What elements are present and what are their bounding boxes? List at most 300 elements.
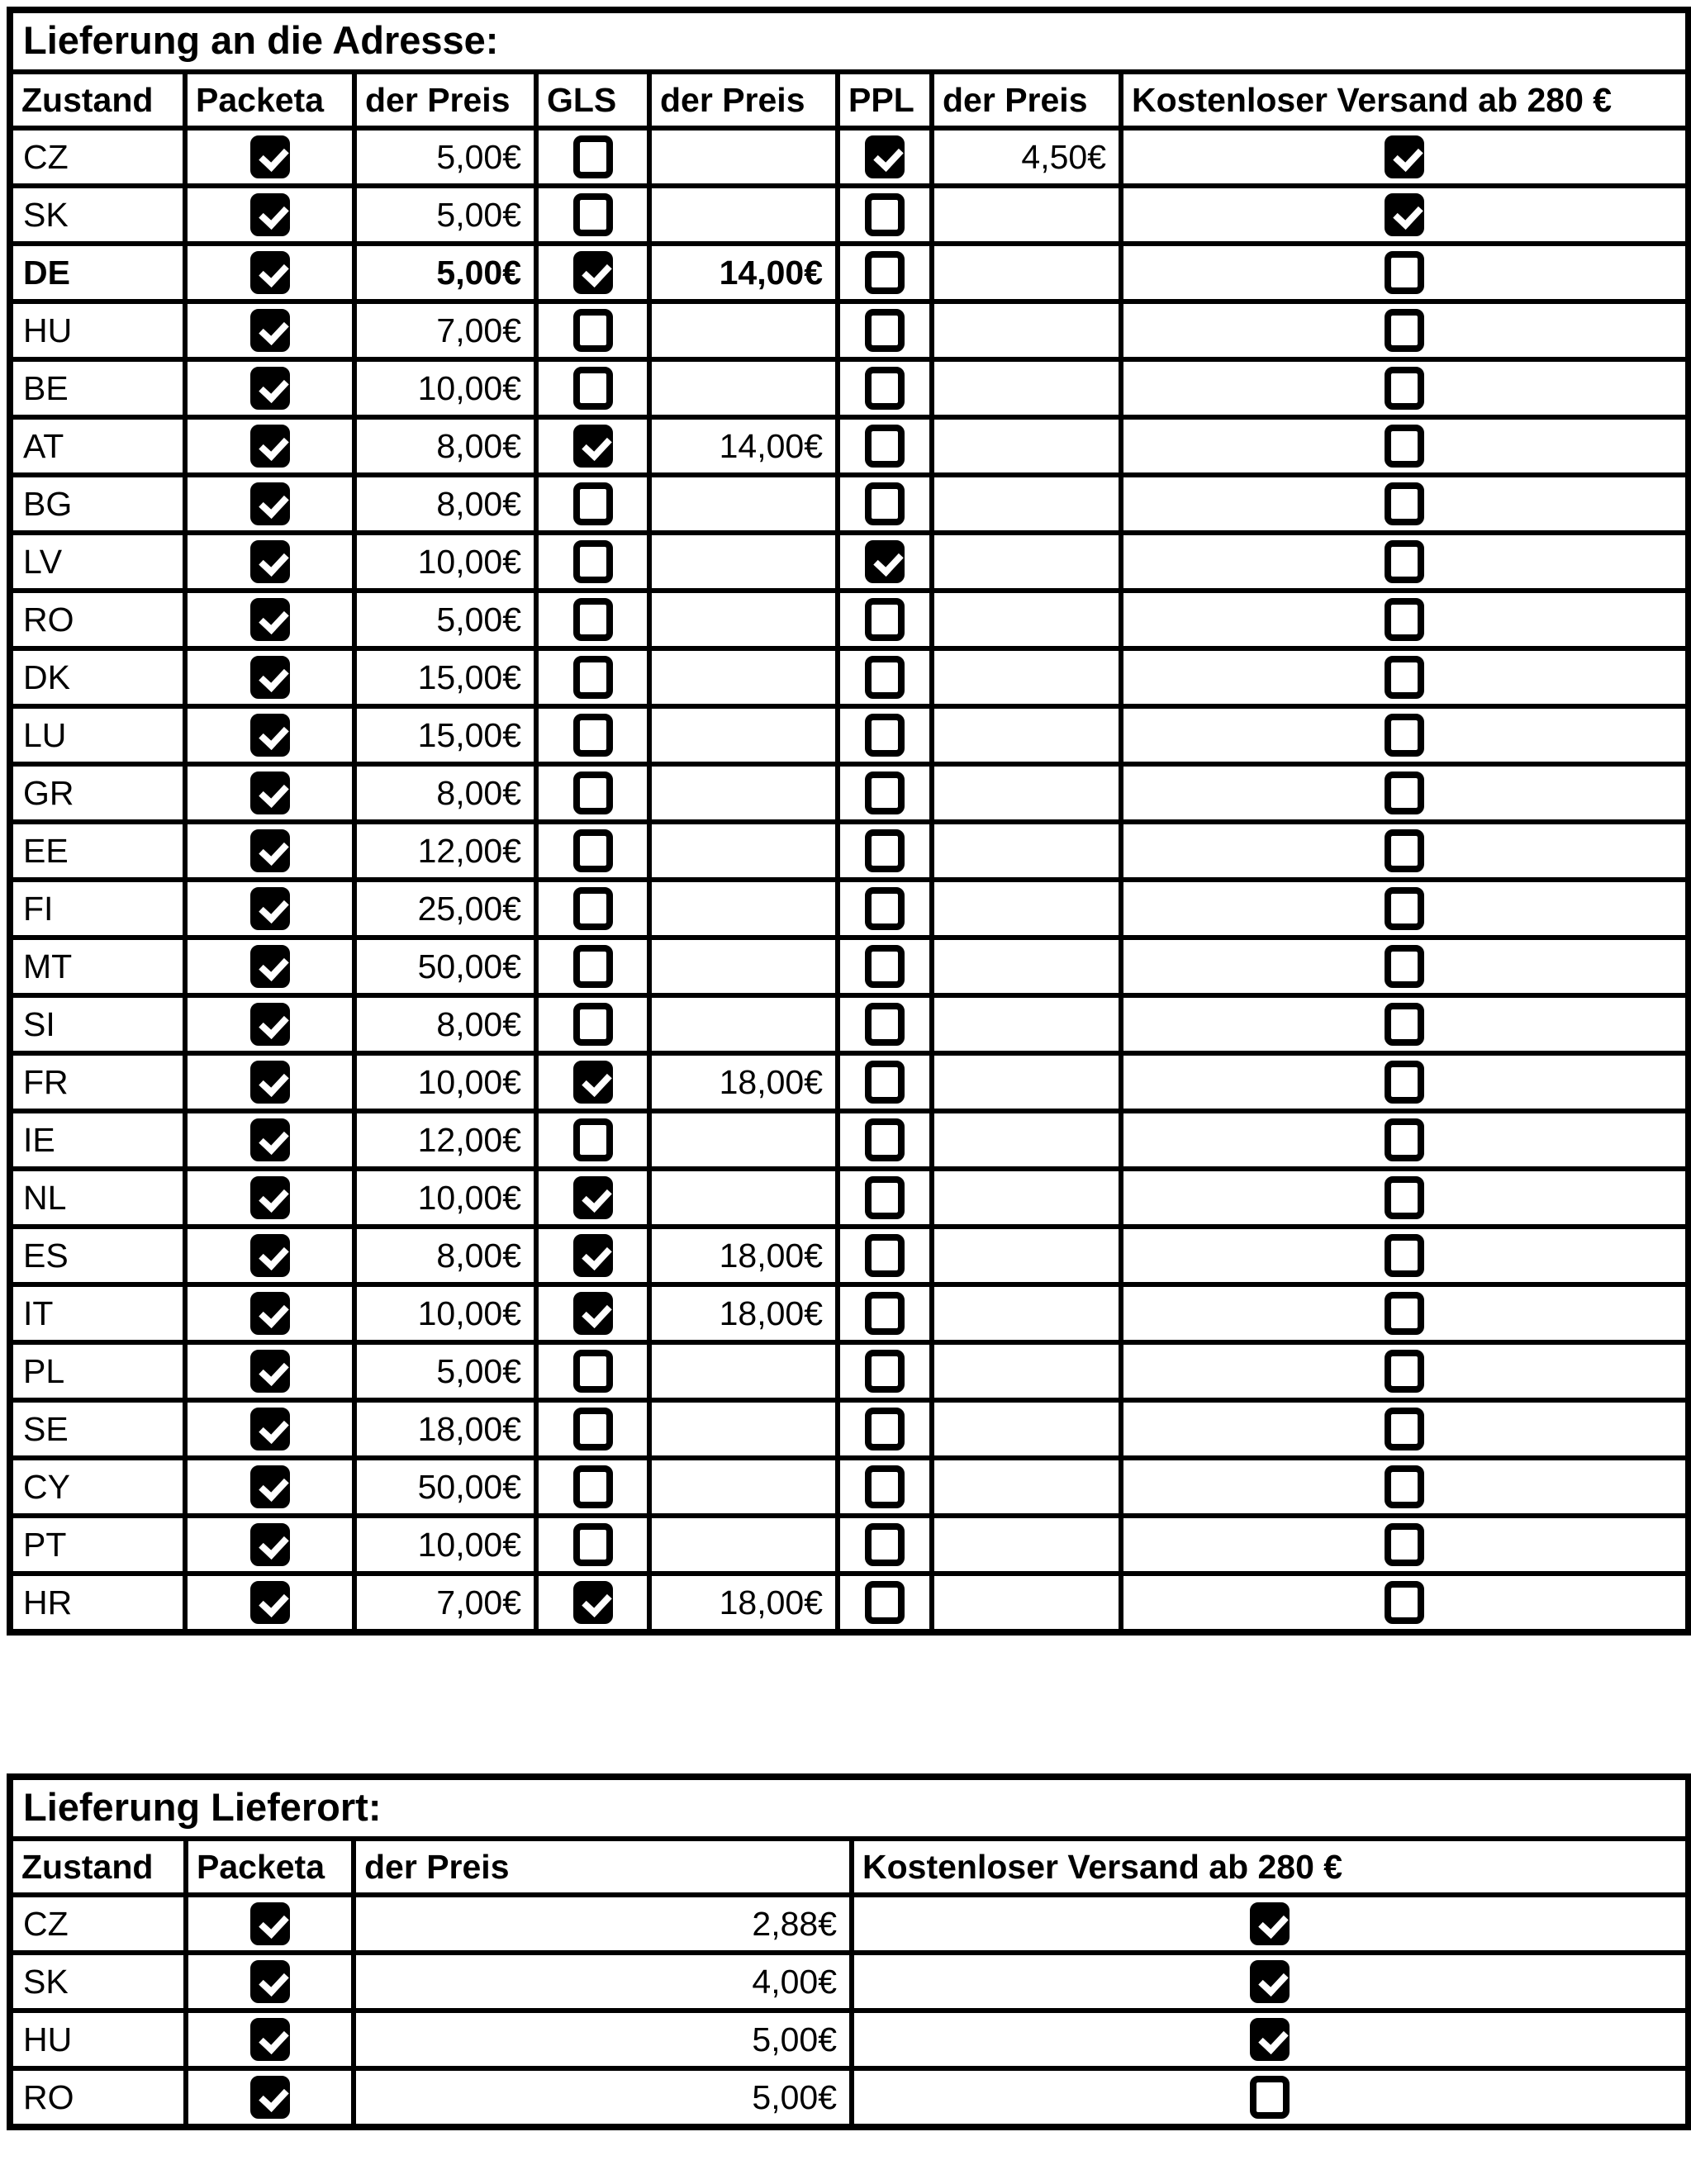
gls-checkbox-cell <box>536 706 649 764</box>
free-shipping-checkbox-cell <box>1121 359 1689 417</box>
country-code: DK <box>10 648 185 706</box>
free-shipping-checkbox-cell <box>1121 1227 1689 1284</box>
gls-checkbox-cell <box>536 1227 649 1284</box>
country-code: RO <box>10 2068 186 2127</box>
gls-checkbox-cell <box>536 359 649 417</box>
free-shipping-checkbox-cell <box>852 1953 1689 2011</box>
table2-title-row <box>10 1777 1689 1839</box>
packeta-price: 12,00€ <box>354 1111 536 1169</box>
table1-row-LV <box>10 533 1689 591</box>
ppl-price <box>932 186 1121 244</box>
packeta-checkbox-cell <box>185 1342 354 1400</box>
free-shipping-checkbox-cell <box>852 2068 1689 2127</box>
ppl-checkbox-unchecked[interactable] <box>865 598 905 641</box>
table2-row-CZ <box>10 1895 1689 1953</box>
packeta-checkbox-cell <box>185 1111 354 1169</box>
packeta-checkbox-checked[interactable] <box>250 2076 290 2119</box>
gls-checkbox-unchecked[interactable] <box>573 887 613 930</box>
ppl-price <box>932 591 1121 648</box>
packeta-checkbox-checked[interactable] <box>250 135 290 178</box>
packeta-checkbox-checked[interactable] <box>250 367 290 410</box>
packeta-checkbox-checked[interactable] <box>250 193 290 236</box>
packeta-checkbox-checked[interactable] <box>250 1350 290 1393</box>
free-shipping-checkbox-unchecked[interactable] <box>1385 887 1424 930</box>
packeta-price: 7,00€ <box>354 301 536 359</box>
table1-row-FI <box>10 880 1689 938</box>
gls-checkbox-checked[interactable] <box>573 1061 613 1104</box>
ppl-checkbox-cell <box>838 1053 932 1111</box>
table1-row-EE <box>10 822 1689 880</box>
packeta-checkbox-cell <box>185 1400 354 1458</box>
free-shipping-checkbox-unchecked[interactable] <box>1385 829 1424 872</box>
ppl-checkbox-unchecked[interactable] <box>865 656 905 699</box>
gls-checkbox-cell <box>536 128 649 186</box>
packeta-price: 7,00€ <box>354 1574 536 1632</box>
gls-checkbox-cell <box>536 417 649 475</box>
packeta-checkbox-cell <box>185 648 354 706</box>
ppl-checkbox-checked[interactable] <box>865 540 905 583</box>
gls-checkbox-cell <box>536 1111 649 1169</box>
ppl-checkbox-cell <box>838 648 932 706</box>
packeta-checkbox-cell <box>185 1516 354 1574</box>
free-shipping-checkbox-cell <box>1121 1284 1689 1342</box>
gls-price: 14,00€ <box>649 417 838 475</box>
gls-price <box>649 186 838 244</box>
ppl-price <box>932 1342 1121 1400</box>
ppl-checkbox-unchecked[interactable] <box>865 1465 905 1508</box>
table2-row-RO <box>10 2068 1689 2127</box>
ppl-price <box>932 938 1121 995</box>
packeta-checkbox-checked[interactable] <box>250 1234 290 1277</box>
gls-price <box>649 1169 838 1227</box>
packeta-checkbox-cell <box>185 1458 354 1516</box>
gls-checkbox-unchecked[interactable] <box>573 135 613 178</box>
ppl-checkbox-unchecked[interactable] <box>865 367 905 410</box>
free-shipping-checkbox-cell <box>1121 822 1689 880</box>
gls-checkbox-cell <box>536 1342 649 1400</box>
free-shipping-checkbox-unchecked[interactable] <box>1385 772 1424 814</box>
country-code: FR <box>10 1053 185 1111</box>
free-shipping-checkbox-unchecked[interactable] <box>1385 1581 1424 1624</box>
packeta-price: 10,00€ <box>354 1169 536 1227</box>
gls-price <box>649 301 838 359</box>
free-shipping-checkbox-unchecked[interactable] <box>1385 598 1424 641</box>
packeta-checkbox-cell <box>185 880 354 938</box>
packeta-price: 8,00€ <box>354 1227 536 1284</box>
gls-checkbox-unchecked[interactable] <box>573 193 613 236</box>
gls-price <box>649 533 838 591</box>
country-code: IE <box>10 1111 185 1169</box>
packeta-checkbox-cell <box>185 128 354 186</box>
gls-checkbox-unchecked[interactable] <box>573 1350 613 1393</box>
ppl-price <box>932 359 1121 417</box>
free-shipping-checkbox-unchecked[interactable] <box>1385 714 1424 757</box>
packeta-checkbox-cell <box>185 1169 354 1227</box>
packeta-checkbox-checked[interactable] <box>250 251 290 294</box>
gls-checkbox-unchecked[interactable] <box>573 1465 613 1508</box>
gls-checkbox-checked[interactable] <box>573 425 613 468</box>
gls-checkbox-unchecked[interactable] <box>573 1118 613 1161</box>
packeta-checkbox-checked[interactable] <box>250 714 290 757</box>
country-code: CZ <box>10 1895 186 1953</box>
gls-checkbox-cell <box>536 880 649 938</box>
ppl-checkbox-unchecked[interactable] <box>865 482 905 525</box>
ppl-checkbox-cell <box>838 301 932 359</box>
ppl-checkbox-cell <box>838 706 932 764</box>
ppl-checkbox-cell <box>838 186 932 244</box>
country-code: GR <box>10 764 185 822</box>
table1-row-RO <box>10 591 1689 648</box>
packeta-checkbox-cell <box>185 186 354 244</box>
free-shipping-checkbox-unchecked[interactable] <box>1385 309 1424 352</box>
ppl-checkbox-cell <box>838 533 932 591</box>
gls-price <box>649 880 838 938</box>
free-shipping-checkbox-checked[interactable] <box>1250 2018 1290 2061</box>
packeta-checkbox-checked[interactable] <box>250 309 290 352</box>
country-code: SK <box>10 1953 186 2011</box>
gls-checkbox-unchecked[interactable] <box>573 1408 613 1450</box>
gls-price: 18,00€ <box>649 1053 838 1111</box>
packeta-checkbox-cell <box>185 1053 354 1111</box>
free-shipping-checkbox-unchecked[interactable] <box>1385 1523 1424 1566</box>
packeta-checkbox-checked[interactable] <box>250 887 290 930</box>
free-shipping-checkbox-unchecked[interactable] <box>1385 1465 1424 1508</box>
packeta-price: 15,00€ <box>354 648 536 706</box>
free-shipping-checkbox-unchecked[interactable] <box>1385 367 1424 410</box>
free-shipping-checkbox-checked[interactable] <box>1385 135 1424 178</box>
table1-header-free-shipping: Kostenloser Versand ab 280 € <box>1121 72 1689 128</box>
packeta-checkbox-checked[interactable] <box>250 656 290 699</box>
free-shipping-checkbox-cell <box>1121 186 1689 244</box>
ppl-checkbox-unchecked[interactable] <box>865 193 905 236</box>
packeta-price: 18,00€ <box>354 1400 536 1458</box>
table1-header-packeta-price: der Preis <box>354 72 536 128</box>
ppl-price <box>932 1227 1121 1284</box>
packeta-checkbox-checked[interactable] <box>250 945 290 988</box>
packeta-price: 12,00€ <box>354 822 536 880</box>
ppl-price <box>932 1053 1121 1111</box>
gls-checkbox-cell <box>536 1284 649 1342</box>
packeta-checkbox-checked[interactable] <box>250 1118 290 1161</box>
ppl-checkbox-unchecked[interactable] <box>865 772 905 814</box>
country-code: DE <box>10 244 185 301</box>
packeta-price: 8,00€ <box>354 475 536 533</box>
free-shipping-checkbox-unchecked[interactable] <box>1385 251 1424 294</box>
country-code: CY <box>10 1458 185 1516</box>
packeta-checkbox-checked[interactable] <box>250 1581 290 1624</box>
ppl-price <box>932 706 1121 764</box>
packeta-checkbox-checked[interactable] <box>250 482 290 525</box>
ppl-checkbox-unchecked[interactable] <box>865 1408 905 1450</box>
packeta-checkbox-checked[interactable] <box>250 540 290 583</box>
gls-checkbox-unchecked[interactable] <box>573 598 613 641</box>
packeta-checkbox-checked[interactable] <box>250 829 290 872</box>
ppl-checkbox-unchecked[interactable] <box>865 1118 905 1161</box>
ppl-checkbox-unchecked[interactable] <box>865 1350 905 1393</box>
table2-header-price: der Preis <box>354 1839 852 1895</box>
gls-price: 18,00€ <box>649 1227 838 1284</box>
free-shipping-checkbox-cell <box>1121 880 1689 938</box>
gls-checkbox-cell <box>536 591 649 648</box>
country-code: SE <box>10 1400 185 1458</box>
ppl-checkbox-cell <box>838 995 932 1053</box>
free-shipping-checkbox-cell <box>1121 706 1689 764</box>
gls-checkbox-checked[interactable] <box>573 1234 613 1277</box>
table2-title: Lieferung Lieferort: <box>10 1777 1689 1839</box>
table1-row-AT <box>10 417 1689 475</box>
gls-checkbox-cell <box>536 995 649 1053</box>
ppl-checkbox-unchecked[interactable] <box>865 251 905 294</box>
packeta-price: 8,00€ <box>354 995 536 1053</box>
packeta-price: 5,00€ <box>354 1342 536 1400</box>
country-code: SK <box>10 186 185 244</box>
gls-price: 18,00€ <box>649 1574 838 1632</box>
ppl-checkbox-unchecked[interactable] <box>865 1292 905 1335</box>
ppl-price <box>932 1111 1121 1169</box>
country-code: ES <box>10 1227 185 1284</box>
packeta-price: 5,00€ <box>354 244 536 301</box>
ppl-checkbox-cell <box>838 1342 932 1400</box>
ppl-checkbox-cell <box>838 1169 932 1227</box>
country-code: HR <box>10 1574 185 1632</box>
packeta-price: 8,00€ <box>354 764 536 822</box>
free-shipping-checkbox-checked[interactable] <box>1385 193 1424 236</box>
ppl-checkbox-unchecked[interactable] <box>865 1234 905 1277</box>
table1-row-IE <box>10 1111 1689 1169</box>
gls-checkbox-cell <box>536 301 649 359</box>
gls-checkbox-cell <box>536 764 649 822</box>
table1-row-DK <box>10 648 1689 706</box>
packeta-price: 10,00€ <box>354 359 536 417</box>
free-shipping-checkbox-unchecked[interactable] <box>1385 540 1424 583</box>
ppl-checkbox-cell <box>838 1516 932 1574</box>
ppl-checkbox-cell <box>838 244 932 301</box>
ppl-checkbox-unchecked[interactable] <box>865 829 905 872</box>
free-shipping-checkbox-unchecked[interactable] <box>1385 425 1424 468</box>
gls-checkbox-checked[interactable] <box>573 1581 613 1624</box>
ppl-checkbox-checked[interactable] <box>865 135 905 178</box>
ppl-checkbox-cell <box>838 938 932 995</box>
ppl-price <box>932 764 1121 822</box>
gls-checkbox-unchecked[interactable] <box>573 1523 613 1566</box>
ppl-checkbox-cell <box>838 822 932 880</box>
packeta-price: 5,00€ <box>354 2011 852 2068</box>
ppl-price <box>932 1458 1121 1516</box>
packeta-price: 50,00€ <box>354 1458 536 1516</box>
packeta-checkbox-cell <box>185 359 354 417</box>
ppl-price <box>932 301 1121 359</box>
free-shipping-checkbox-cell <box>1121 1574 1689 1632</box>
table1-row-CZ <box>10 128 1689 186</box>
gls-checkbox-unchecked[interactable] <box>573 482 613 525</box>
country-code: FI <box>10 880 185 938</box>
ppl-price <box>932 1516 1121 1574</box>
packeta-price: 10,00€ <box>354 533 536 591</box>
packeta-checkbox-cell <box>185 591 354 648</box>
table1-header-gls-price: der Preis <box>649 72 838 128</box>
gls-price <box>649 1458 838 1516</box>
packeta-checkbox-checked[interactable] <box>250 598 290 641</box>
table2-row-HU <box>10 2011 1689 2068</box>
packeta-price: 5,00€ <box>354 2068 852 2127</box>
ppl-price: 4,50€ <box>932 128 1121 186</box>
free-shipping-checkbox-cell <box>1121 1169 1689 1227</box>
free-shipping-checkbox-unchecked[interactable] <box>1385 656 1424 699</box>
ppl-checkbox-unchecked[interactable] <box>865 1003 905 1046</box>
table1-row-MT <box>10 938 1689 995</box>
packeta-checkbox-checked[interactable] <box>250 1960 290 2003</box>
free-shipping-checkbox-cell <box>852 2011 1689 2068</box>
gls-checkbox-cell <box>536 1574 649 1632</box>
gls-price <box>649 995 838 1053</box>
country-code: HU <box>10 301 185 359</box>
ppl-price <box>932 1169 1121 1227</box>
free-shipping-checkbox-cell <box>1121 591 1689 648</box>
table1-row-LU <box>10 706 1689 764</box>
packeta-checkbox-checked[interactable] <box>250 1176 290 1219</box>
table1-title-row <box>10 10 1689 72</box>
ppl-checkbox-unchecked[interactable] <box>865 1061 905 1104</box>
packeta-checkbox-cell <box>185 475 354 533</box>
packeta-checkbox-checked[interactable] <box>250 2018 290 2061</box>
packeta-price: 5,00€ <box>354 128 536 186</box>
gls-checkbox-cell <box>536 1400 649 1458</box>
table1-row-NL <box>10 1169 1689 1227</box>
packeta-checkbox-cell <box>185 822 354 880</box>
free-shipping-checkbox-cell <box>1121 1342 1689 1400</box>
country-code: LV <box>10 533 185 591</box>
gls-checkbox-unchecked[interactable] <box>573 945 613 988</box>
ppl-checkbox-cell <box>838 128 932 186</box>
table1-header-ppl: PPL <box>838 72 932 128</box>
table1-row-FR <box>10 1053 1689 1111</box>
country-code: CZ <box>10 128 185 186</box>
table1-row-BG <box>10 475 1689 533</box>
ppl-checkbox-cell <box>838 1458 932 1516</box>
ppl-checkbox-cell <box>838 591 932 648</box>
ppl-checkbox-unchecked[interactable] <box>865 1176 905 1219</box>
gls-checkbox-cell <box>536 1169 649 1227</box>
gls-price <box>649 1111 838 1169</box>
ppl-checkbox-unchecked[interactable] <box>865 1523 905 1566</box>
gls-price <box>649 764 838 822</box>
free-shipping-checkbox-checked[interactable] <box>1250 1960 1290 2003</box>
free-shipping-checkbox-unchecked[interactable] <box>1385 945 1424 988</box>
gls-price <box>649 648 838 706</box>
free-shipping-checkbox-cell <box>1121 938 1689 995</box>
free-shipping-checkbox-cell <box>1121 417 1689 475</box>
free-shipping-checkbox-unchecked[interactable] <box>1385 482 1424 525</box>
gls-checkbox-cell <box>536 1458 649 1516</box>
gls-checkbox-unchecked[interactable] <box>573 829 613 872</box>
gls-checkbox-unchecked[interactable] <box>573 772 613 814</box>
packeta-checkbox-checked[interactable] <box>250 772 290 814</box>
ppl-checkbox-cell <box>838 475 932 533</box>
ppl-checkbox-unchecked[interactable] <box>865 714 905 757</box>
packeta-checkbox-checked[interactable] <box>250 1465 290 1508</box>
gls-price <box>649 475 838 533</box>
free-shipping-checkbox-cell <box>1121 244 1689 301</box>
packeta-checkbox-checked[interactable] <box>250 1003 290 1046</box>
packeta-checkbox-cell <box>185 1227 354 1284</box>
free-shipping-checkbox-unchecked[interactable] <box>1385 1061 1424 1104</box>
country-code: LU <box>10 706 185 764</box>
free-shipping-checkbox-unchecked[interactable] <box>1385 1234 1424 1277</box>
gls-checkbox-unchecked[interactable] <box>573 656 613 699</box>
free-shipping-checkbox-unchecked[interactable] <box>1250 2076 1290 2119</box>
free-shipping-checkbox-unchecked[interactable] <box>1385 1176 1424 1219</box>
country-code: PT <box>10 1516 185 1574</box>
packeta-checkbox-checked[interactable] <box>250 1408 290 1450</box>
ppl-checkbox-cell <box>838 880 932 938</box>
ppl-price <box>932 1400 1121 1458</box>
country-code: MT <box>10 938 185 995</box>
gls-checkbox-checked[interactable] <box>573 1292 613 1335</box>
packeta-price: 8,00€ <box>354 417 536 475</box>
gls-price <box>649 706 838 764</box>
ppl-checkbox-unchecked[interactable] <box>865 1581 905 1624</box>
table1-header-row <box>10 72 1689 128</box>
country-code: SI <box>10 995 185 1053</box>
gls-checkbox-unchecked[interactable] <box>573 309 613 352</box>
packeta-checkbox-checked[interactable] <box>250 1061 290 1104</box>
ppl-checkbox-unchecked[interactable] <box>865 309 905 352</box>
packeta-checkbox-checked[interactable] <box>250 1292 290 1335</box>
gls-checkbox-unchecked[interactable] <box>573 540 613 583</box>
ppl-checkbox-cell <box>838 1574 932 1632</box>
free-shipping-checkbox-unchecked[interactable] <box>1385 1118 1424 1161</box>
free-shipping-checkbox-unchecked[interactable] <box>1385 1292 1424 1335</box>
free-shipping-checkbox-cell <box>1121 533 1689 591</box>
ppl-checkbox-unchecked[interactable] <box>865 945 905 988</box>
country-code: NL <box>10 1169 185 1227</box>
gls-checkbox-cell <box>536 186 649 244</box>
gls-price <box>649 1342 838 1400</box>
packeta-checkbox-cell <box>186 2011 354 2068</box>
free-shipping-checkbox-unchecked[interactable] <box>1385 1350 1424 1393</box>
gls-checkbox-cell <box>536 822 649 880</box>
gls-checkbox-unchecked[interactable] <box>573 714 613 757</box>
packeta-checkbox-checked[interactable] <box>250 1902 290 1945</box>
free-shipping-checkbox-unchecked[interactable] <box>1385 1408 1424 1450</box>
packeta-price: 4,00€ <box>354 1953 852 2011</box>
packeta-checkbox-checked[interactable] <box>250 1523 290 1566</box>
gls-price: 14,00€ <box>649 244 838 301</box>
delivery-to-address-table <box>7 7 1691 1636</box>
country-code: AT <box>10 417 185 475</box>
table1-row-SI <box>10 995 1689 1053</box>
packeta-checkbox-cell <box>185 1284 354 1342</box>
ppl-price <box>932 417 1121 475</box>
packeta-checkbox-cell <box>185 706 354 764</box>
ppl-checkbox-unchecked[interactable] <box>865 887 905 930</box>
table1-header-gls: GLS <box>536 72 649 128</box>
packeta-checkbox-cell <box>186 1895 354 1953</box>
country-code: HU <box>10 2011 186 2068</box>
free-shipping-checkbox-checked[interactable] <box>1250 1902 1290 1945</box>
gls-price <box>649 359 838 417</box>
gls-checkbox-checked[interactable] <box>573 1176 613 1219</box>
packeta-checkbox-checked[interactable] <box>250 425 290 468</box>
gls-checkbox-checked[interactable] <box>573 251 613 294</box>
country-code: BG <box>10 475 185 533</box>
ppl-price <box>932 533 1121 591</box>
ppl-checkbox-unchecked[interactable] <box>865 425 905 468</box>
free-shipping-checkbox-unchecked[interactable] <box>1385 1003 1424 1046</box>
packeta-price: 10,00€ <box>354 1516 536 1574</box>
gls-checkbox-unchecked[interactable] <box>573 1003 613 1046</box>
gls-checkbox-unchecked[interactable] <box>573 367 613 410</box>
